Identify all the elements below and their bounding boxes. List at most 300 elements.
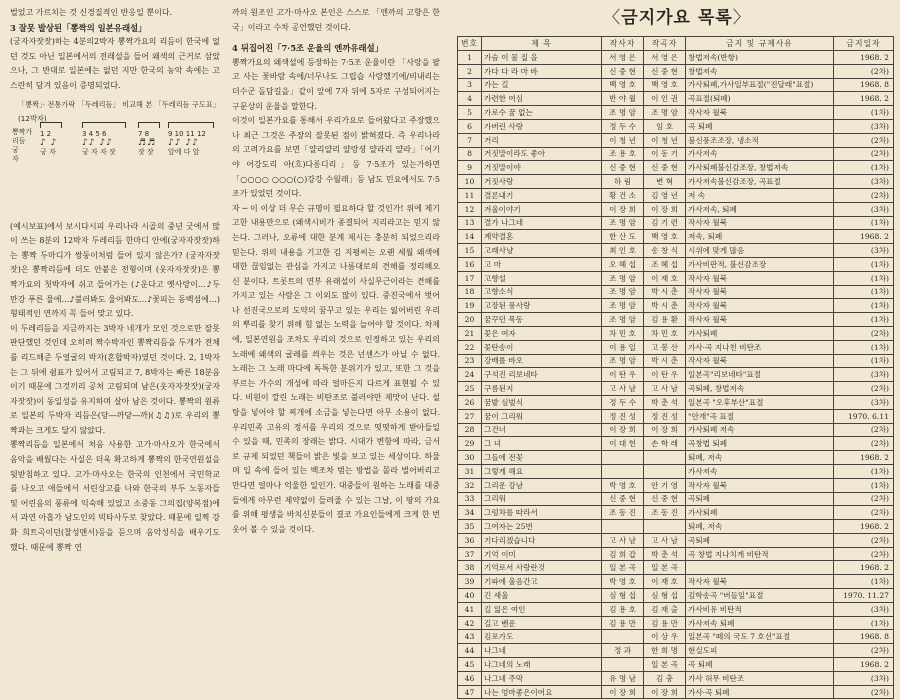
lyricist: 유 명 남 (602, 671, 644, 685)
song-title: 기파에 울음간고 (482, 575, 602, 589)
composer: 심 형 섭 (644, 589, 686, 603)
row-number: 4 (458, 92, 482, 106)
composer: 박 시 춘 (644, 285, 686, 299)
table-row (458, 147, 894, 161)
song-title: 그리워 (482, 492, 602, 506)
ban-date: (1차) (834, 161, 894, 175)
rhythm-notation-figure (10, 98, 220, 214)
article-column-2 (232, 6, 440, 537)
composer: 김 용 만 (644, 616, 686, 630)
song-title: 고 마 (482, 257, 602, 271)
song-title: 구름된지 (482, 382, 602, 396)
article-column-1 (10, 6, 220, 555)
lyricist: 김 용 만 (602, 616, 644, 630)
table-row (458, 133, 894, 147)
ban-date: (2차) (834, 188, 894, 202)
ban-reason: 김학송곡 "버들잎"표절 (686, 589, 834, 603)
table-row (458, 244, 894, 258)
composer: 신 중 현 (644, 64, 686, 78)
ban-reason: 곡 퇴폐 (686, 658, 834, 672)
ban-reason: 가사퇴폐 (686, 506, 834, 520)
row-number: 29 (458, 437, 482, 451)
composer: 이 재 호 (644, 271, 686, 285)
composer: 박 시 춘 (644, 354, 686, 368)
section-heading: 3 잘못 발상된「뽕짝의 일본유래설」 (10, 22, 147, 33)
ban-reason: 곡퇴폐, 창법저속 (686, 382, 834, 396)
row-number: 45 (458, 658, 482, 672)
ban-reason: 불신풍조조장, 냉소적 (686, 133, 834, 147)
ban-reason: 현실도피 (686, 644, 834, 658)
ban-date: (3차) (834, 671, 894, 685)
lyricist: 서 영 은 (602, 51, 644, 65)
ban-date: 1968. 2 (834, 230, 894, 244)
table-row (458, 533, 894, 547)
lyricist: 이 청 년 (602, 133, 644, 147)
ban-date: (2차) (834, 644, 894, 658)
ban-reason: 일본곡 "떼의 국도 7 호선"표절 (686, 630, 834, 644)
ban-reason: 곡표절(퇴폐) (686, 92, 834, 106)
composer: 박 춘 석 (644, 547, 686, 561)
table-row (458, 395, 894, 409)
composer: 박 시 춘 (644, 299, 686, 313)
ban-date: (2차) (834, 64, 894, 78)
song-title: 계약결혼 (482, 230, 602, 244)
composer: 신 중 현 (644, 161, 686, 175)
lyricist: 황 건 소 (602, 188, 644, 202)
composer: 이 인 권 (644, 92, 686, 106)
row-number: 25 (458, 382, 482, 396)
composer: 조 명 암 (644, 106, 686, 120)
song-title: 김포가도 (482, 630, 602, 644)
row-number: 28 (458, 423, 482, 437)
composer: 김 재 출 (644, 602, 686, 616)
composer: 고 사 남 (644, 533, 686, 547)
row-number: 3 (458, 78, 482, 92)
table-row (458, 602, 894, 616)
paragraph: 뽕짝리듬을 일본에서 처음 사용한 고가·마사오가 한국에서 음악을 배웠다는 사실은 더욱 확고하게 뽕짝의 한국연원설을 뒷받침하고 있다. 고가·마사오는 한국의 인천에서 국민학교를 나오고 애들에서 서린상고를 나와 한국의 부두 노동자들 및 어린음의 풍류에 익숙해 있었고 소중동 그의집(양복점)에서 과연 아홉가 남도인의 빅타사두로 찾았다. 때문에 일찍 강화 희트곡이던(찰성맨서)등을 듣으며 음악성식을 배우기도 했다. 때문에 뽕짝 연 (10, 440, 220, 552)
ban-reason: 창법저속 (686, 64, 834, 78)
row-number: 5 (458, 106, 482, 120)
table-row (458, 202, 894, 216)
row-number: 39 (458, 575, 482, 589)
ban-date: (1차) (834, 616, 894, 630)
ban-reason: 작사자 월북 (686, 271, 834, 285)
notation-group: 9 10 11 12 ♪♪ ♪♪ 앞에 다 앞 (168, 129, 206, 156)
row-number: 10 (458, 175, 482, 189)
row-number: 32 (458, 478, 482, 492)
song-title: 기다리겠습니다 (482, 533, 602, 547)
ban-reason: 가사비유 비탄적 (686, 602, 834, 616)
ban-date: (2차) (834, 147, 894, 161)
table-row (458, 409, 894, 423)
song-title: 고장된 풍사랑 (482, 299, 602, 313)
ban-reason: 시위에 맞게 많음 (686, 244, 834, 258)
song-title: 결가 나그네 (482, 216, 602, 230)
ban-date: (1차) (834, 354, 894, 368)
table-row (458, 216, 894, 230)
paragraph: 뽕짝가요의 왜색설에 등장하는 7·5조 운율이란 「사랑을 팔고 사는 꽃바람 속에/너무나도 그립습 사랑했기에/비내리는 더수군 돌담길을」같이 앞에 7자 뒤에 5자로 구성되어지는 구문상의 운율을 말한다. (232, 57, 440, 111)
song-title: 꿈이 그리워 (482, 409, 602, 423)
table-row (458, 340, 894, 354)
ban-reason: 가사퇴폐불신감조장, 창법저속 (686, 161, 834, 175)
lyricist: 최 인 호 (602, 244, 644, 258)
lyricist (602, 520, 644, 534)
composer: 조 동 진 (644, 506, 686, 520)
song-title: 그리운 강남 (482, 478, 602, 492)
lyricist: 백 영 호 (602, 78, 644, 92)
song-title: 그 녀 (482, 437, 602, 451)
row-number: 37 (458, 547, 482, 561)
table-row (458, 285, 894, 299)
lyricist: 조 명 암 (602, 354, 644, 368)
ban-date: 1968. 2 (834, 451, 894, 465)
lyricist: 이 장 희 (602, 685, 644, 699)
ban-date: (2차) (834, 685, 894, 699)
table-row (458, 671, 894, 685)
row-number: 31 (458, 464, 482, 478)
table-row (458, 271, 894, 285)
table-row (458, 313, 894, 327)
ban-reason: 가사 허무 비탄조 (686, 671, 834, 685)
composer: 김 용 환 (644, 313, 686, 327)
lyricist: 박 영 호 (602, 575, 644, 589)
ban-date: (2차) (834, 437, 894, 451)
table-row (458, 106, 894, 120)
row-number: 6 (458, 119, 482, 133)
lyricist: 정 두 수 (602, 395, 644, 409)
lyricist: 고 사 남 (602, 533, 644, 547)
lyricist: 신 중 현 (602, 161, 644, 175)
section-heading: 4 뒤집어진「7·5조 운율의 엔까유래설」 (232, 43, 384, 54)
lyricist (602, 451, 644, 465)
song-title: 거짓말이야 (482, 161, 602, 175)
composer: 한 희 명 (644, 644, 686, 658)
ban-reason: 작사자 월북 (686, 354, 834, 368)
row-number: 7 (458, 133, 482, 147)
song-title: 꿈꾸던 목동 (482, 313, 602, 327)
table-row (458, 64, 894, 78)
ban-date: 1968. 2 (834, 561, 894, 575)
song-title: 고래사냥 (482, 244, 602, 258)
table-row (458, 161, 894, 175)
lyricist: 정 진 성 (602, 409, 644, 423)
ban-date: (2차) (834, 547, 894, 561)
ban-reason: 가사저속 퇴폐 (686, 616, 834, 630)
lyricist: 신 중 현 (602, 64, 644, 78)
table-title: 〈금지가요 목록〉 (603, 8, 751, 28)
banned-songs-panel (454, 0, 900, 700)
table-row (458, 230, 894, 244)
row-number: 41 (458, 602, 482, 616)
notation-group: 3 4 5 6 ♪♪ ♪♪ 궁 자 자 잣 (82, 129, 116, 156)
song-title: 가슴 이 물 질 을 (482, 51, 602, 65)
ban-reason: 가사저속, 퇴폐 (686, 202, 834, 216)
paragraph: 벌었고 가르치는 것 신경질적인 반응일 뿐이다. (10, 8, 173, 17)
table-row (458, 547, 894, 561)
song-title: 고향소식 (482, 285, 602, 299)
song-title: 나그네 주막 (482, 671, 602, 685)
row-number: 22 (458, 340, 482, 354)
ban-reason: 작사자 월북 (686, 285, 834, 299)
col-header-composer: 작곡자 (644, 37, 686, 51)
table-row (458, 437, 894, 451)
row-number: 15 (458, 244, 482, 258)
ban-reason: 작사자 월북 (686, 106, 834, 120)
song-title: 그들에 전꽃 (482, 451, 602, 465)
col-header-date: 금지일자 (834, 37, 894, 51)
paragraph: (궁자자잣잣)하는 4분의2박자 뽕짝가요의 리듬이 한국에 없던 것도 아닌 일본에서의 전래설을 들어 왜색의 근거로 삼았으나, 그 반대로 일본에는 없던 지만 한국의 농악 속에는 고스란히 담겨 있음이 증명되었다. (10, 37, 220, 90)
song-title: 길 잃은 여인 (482, 602, 602, 616)
composer: 고 봉 산 (644, 340, 686, 354)
composer: 안 기 영 (644, 478, 686, 492)
ban-reason: 가사·곡 지나친 비탄조 (686, 340, 834, 354)
song-title: 그여자는 25번 (482, 520, 602, 534)
ban-date: (1차) (834, 216, 894, 230)
row-number: 11 (458, 188, 482, 202)
ban-date: (2차) (834, 492, 894, 506)
song-title: 거짓말이라도 좋아 (482, 147, 602, 161)
lyricist: 이 대 헌 (602, 437, 644, 451)
composer (644, 464, 686, 478)
song-title: 길고 벤운 (482, 616, 602, 630)
table-row (458, 506, 894, 520)
lyricist: 차 민 호 (602, 326, 644, 340)
composer: 이 동 기 (644, 147, 686, 161)
song-title: 그렇게 해요 (482, 464, 602, 478)
composer: 송 창 식 (644, 244, 686, 258)
notation-glyphs (10, 120, 220, 208)
song-title: 그건너 (482, 423, 602, 437)
table-row (458, 423, 894, 437)
song-title: 그렁차를 따라서 (482, 506, 602, 520)
song-title: 기억 이미 (482, 547, 602, 561)
ban-date: (3차) (834, 119, 894, 133)
lyricist: 이 용 일 (602, 340, 644, 354)
ban-reason (686, 561, 834, 575)
ban-date: 1970. 11.27 (834, 589, 894, 603)
row-number: 24 (458, 368, 482, 382)
lyricist: 조 명 암 (602, 285, 644, 299)
ban-reason: "안개"곡 표절 (686, 409, 834, 423)
notation-group: 7 8 ♬♬ 잣 잣 (138, 129, 157, 156)
lyricist: 조 동 진 (602, 506, 644, 520)
song-title: 나는 엉마좋은이어요 (482, 685, 602, 699)
ban-date: (2차) (834, 326, 894, 340)
ban-date: (2차) (834, 382, 894, 396)
ban-date: (3차) (834, 244, 894, 258)
song-title: 고향설 (482, 271, 602, 285)
paragraph: 자 ─ 이 이상 더 무슨 규명이 필요하다 할 것인가! 위에 제기고한 내용만으로 (왜색시비가 종결되어 지리라고는 믿지 않는다. 그러나, 오류에 대한 분계 제시는 충분히 되었으리라 믿는다. 위의 내용을 기고한 김 지평씨는 오랜 세월 왜색에 대한 끊임없는 관심을 가지고 나름대로의 견해를 정리해오신 분이다. 트롯트의 연부 유래설이 사실무근이라는 견해를 가지고 있는 사람은 그 이외도 많이 있다. 중진국에서 벗어나 선진국으로의 도약의 꿈꾸고 있는 우리는 잃어버린 우리의 뿌리를 찾기 위해 힘 없는 노력을 늘어야 할 것이다. 차제에, 일본연원을 조차도 우리의 것으로 인정하고 있는 우리의 노래에 왜색의 굴레를 씌우는 것은 넌센스가 아닐 수 없다. 노래는 그 노래 마다에 독특한 분위기가 있고, 또한 그 것을 부르는 가수의 개성에 따라 얼마든지 다르게 표현될 수 있다. 비원이 깔린 노래는 비탄조로 불러야만 제맛이 난다. 설탕을 넣어야 할 찌개에 소금을 넣는다면 아무 소용이 없다. 우리민족 고유의 정서를 우리의 것으로 떳떳하게 받아들일 수 있을 때, 민족의 장래는 밝다. 시대가 변함에 따라, 금서로 규제 되었던 책들이 밝은 빛을 보고 있는 세상이다. 하물며 입 속에 들어 있는 백조차 범는 방법을 몰라 벌어버리고 만다면 얼마나 억울한 일인가. 대중들이 원하는 노래를 대중들에게 아무런 제약없이 들려줄 수 있는 그날, 이 땅의 가요를 위해 평생을 바치신분들이 결코 가요인들에게 크게 한 번 웃어 볼 수 있을 것이다. (232, 203, 440, 534)
table-row (458, 589, 894, 603)
ban-reason: 작사자 월북 (686, 299, 834, 313)
composer (644, 451, 686, 465)
ban-date: (3차) (834, 395, 894, 409)
row-number: 21 (458, 326, 482, 340)
ban-date: (2차) (834, 533, 894, 547)
ban-reason: 곡 퇴폐 (686, 119, 834, 133)
ban-date: (1차) (834, 285, 894, 299)
table-row (458, 92, 894, 106)
composer: 김 영 년 (644, 188, 686, 202)
table-row (458, 685, 894, 699)
composer: 이 상 우 (644, 630, 686, 644)
composer: 서 영 은 (644, 51, 686, 65)
ban-reason: 가사저속불신감조장, 곡표절 (686, 175, 834, 189)
ban-date: (3차) (834, 368, 894, 382)
row-number: 1 (458, 51, 482, 65)
lyricist: 심 형 섭 (602, 589, 644, 603)
composer: 일 본 곡 (644, 561, 686, 575)
table-row (458, 257, 894, 271)
banned-songs-table (457, 36, 894, 699)
composer: 조 혜 섭 (644, 257, 686, 271)
paragraph: 이것이 일본가요를 통해서 우리가요로 들어왔다고 주장했으나 최근 그것은 주장의 잘못된 점이 밝혀졌다. 즉 우리나라의 고려가요를 보면「얄리얄리 얄랑셩 얄라리 얄라」「어기야 어강도리 아(흐)다롱디리」등 7·5조가 있는가하면「○○○○ ○○○(○)강강 수월래」등 남도 민요에서도 7·5조가 있었던 것이다. (232, 116, 440, 199)
table-row (458, 616, 894, 630)
table-row (458, 368, 894, 382)
row-number: 33 (458, 492, 482, 506)
row-number: 23 (458, 354, 482, 368)
table-row (458, 464, 894, 478)
lyricist: 박 영 호 (602, 478, 644, 492)
lyricist: 조 명 암 (602, 106, 644, 120)
song-title: 구석진 리보네타 (482, 368, 602, 382)
lyricist: 하 림 (602, 175, 644, 189)
song-title: 거리 (482, 133, 602, 147)
table-row (458, 644, 894, 658)
paragraph: 까의 원조인 고가·마사오 본인은 스스로 「엔까의 고향은 한국」이라고 수차 공언했던 것이다. (232, 8, 440, 32)
col-header-lyricist: 작사자 (602, 37, 644, 51)
song-title: 기억로서 사랑란것 (482, 561, 602, 575)
row-number: 9 (458, 161, 482, 175)
row-number: 13 (458, 216, 482, 230)
ban-date: (1차) (834, 313, 894, 327)
ban-reason: 가사비판적, 불신감조장 (686, 257, 834, 271)
ban-date: (2차) (834, 133, 894, 147)
table-row (458, 175, 894, 189)
lyricist: 정 과 (602, 644, 644, 658)
song-title: 가련한 여심 (482, 92, 602, 106)
lyricist: 반 야 월 (602, 92, 644, 106)
song-title: 꿈밭 심벌식 (482, 395, 602, 409)
ban-reason: 일본곡"리보네타"표절 (686, 368, 834, 382)
ban-reason: 곡창법 퇴폐 (686, 437, 834, 451)
lyricist (602, 630, 644, 644)
ban-date: (1차) (834, 464, 894, 478)
composer: 변 혁 (644, 175, 686, 189)
song-title: 가다 다 라 마 바 (482, 64, 602, 78)
lyricist (602, 658, 644, 672)
table-row (458, 630, 894, 644)
row-number: 14 (458, 230, 482, 244)
row-number: 2 (458, 64, 482, 78)
ban-reason: 저속, 퇴폐 (686, 230, 834, 244)
col-header-number: 번호 (458, 37, 482, 51)
song-title: 겨울이야기 (482, 202, 602, 216)
ban-reason: 일본곡 "오후부산"표절 (686, 395, 834, 409)
ban-date: (1차) (834, 575, 894, 589)
composer: 손 학 래 (644, 437, 686, 451)
ban-date: 1970. 6.11 (834, 409, 894, 423)
ban-date: (2차) (834, 423, 894, 437)
row-number: 47 (458, 685, 482, 699)
composer: 이 장 희 (644, 423, 686, 437)
lyricist: 김 용 호 (602, 602, 644, 616)
composer: 정 진 성 (644, 409, 686, 423)
song-title: 꽃은 여자 (482, 326, 602, 340)
row-number: 36 (458, 533, 482, 547)
lyricist: 조 명 암 (602, 313, 644, 327)
lyricist: 이 장 희 (602, 423, 644, 437)
ban-reason: 곡 창법 지나치게 비탄적 (686, 547, 834, 561)
ban-date: 1968. 8 (834, 78, 894, 92)
notation-group: 1 2 ♪ ♪ 궁 자 (40, 129, 58, 156)
composer: 신 중 현 (644, 492, 686, 506)
table-row (458, 520, 894, 534)
paragraph: (예시보표)에서 보시다시피 우리나라 시골의 중년 굿에서 많이 쓰는 8분의 12박자 두레리듬 한마디 안에(궁자자잣잣)하는 뽕짝 두마디가 쌍둥이처럼 들어 있지 않은가? (궁자자잣잣)은 뽕짝리듬에 더도 안붙은 전형이며 (웃자자잣잣)은 뽕짝가요의 첫박자에 쉬고 들어가는 (♪운다고 옛사랑이…♪두만강 푸른 물에…♪불러봐도 울어봐도…♪꽃피는 동백섬에…)형태적인 연까지 꼭 들어 맞고 있다. (10, 221, 220, 319)
row-number: 18 (458, 285, 482, 299)
composer: 백 영 호 (644, 230, 686, 244)
table-row (458, 119, 894, 133)
table-row (458, 326, 894, 340)
lyricist: 정 두 수 (602, 119, 644, 133)
ban-date: (1차) (834, 340, 894, 354)
song-title: 나그네의 노래 (482, 658, 602, 672)
composer: 일 본 곡 (644, 658, 686, 672)
composer: 김 충 (644, 671, 686, 685)
composer: 이 장 희 (644, 685, 686, 699)
paragraph: 이 두레리듬을 지금까지는 3박자 네개가 모인 것으로만 잘못 판단했던 것인데 오히려 짝수박자인 뽕짝리듬을 두개가 전체를 리드해준 두얼굴의 박자(혼합박자)였던 것이다. 2, 1박자는 그 뒤에 쉼표가 있어서 고림되고 7, 8박자는 빠른 18분음이기 때문에 그것끼리 공처 고림되며 남은(웃자자잣잣)(궁자자잣잣)이 동일성을 유지하며 살아 남은 것이다. 뽕짝의 원류로 일본의 두박자 리듬은(당―까당―까)(♫♫)로 우리의 뽕짝과는 크게도 달지 않았다. (10, 323, 220, 435)
song-title: 나그네 (482, 644, 602, 658)
song-title: 가버린 사랑 (482, 119, 602, 133)
row-number: 27 (458, 409, 482, 423)
ban-date: (3차) (834, 202, 894, 216)
row-number: 46 (458, 671, 482, 685)
ban-reason: 가사저속 (686, 464, 834, 478)
composer: 백 영 호 (644, 78, 686, 92)
row-number: 35 (458, 520, 482, 534)
table-row (458, 658, 894, 672)
table-row (458, 78, 894, 92)
ban-reason: 가사저속 (686, 147, 834, 161)
row-number: 34 (458, 506, 482, 520)
lyricist: 조 명 암 (602, 216, 644, 230)
table-row (458, 51, 894, 65)
row-number: 12 (458, 202, 482, 216)
lyricist: 이 장 희 (602, 202, 644, 216)
table-row (458, 382, 894, 396)
row-number: 40 (458, 589, 482, 603)
ban-date: 1968. 2 (834, 51, 894, 65)
table-title-text: 금지가요 목록 (621, 8, 733, 28)
lyricist: 고 사 남 (602, 382, 644, 396)
table-row (458, 561, 894, 575)
ban-date: 1968. 8 (834, 630, 894, 644)
ban-reason: 작사자 월북 (686, 478, 834, 492)
composer: 김 기 련 (644, 216, 686, 230)
ban-date: (3차) (834, 175, 894, 189)
ban-date: (2차) (834, 506, 894, 520)
row-number: 20 (458, 313, 482, 327)
lyricist (602, 464, 644, 478)
row-number: 17 (458, 271, 482, 285)
notation-left-label: 뽕짝가 리듬 궁 자 (12, 127, 33, 163)
ban-date: (1차) (834, 478, 894, 492)
ban-date: (3차) (834, 602, 894, 616)
row-number: 8 (458, 147, 482, 161)
ban-reason: 가사·곡 퇴폐 (686, 685, 834, 699)
ban-reason: 곡퇴폐 (686, 533, 834, 547)
lyricist: 조 명 암 (602, 299, 644, 313)
